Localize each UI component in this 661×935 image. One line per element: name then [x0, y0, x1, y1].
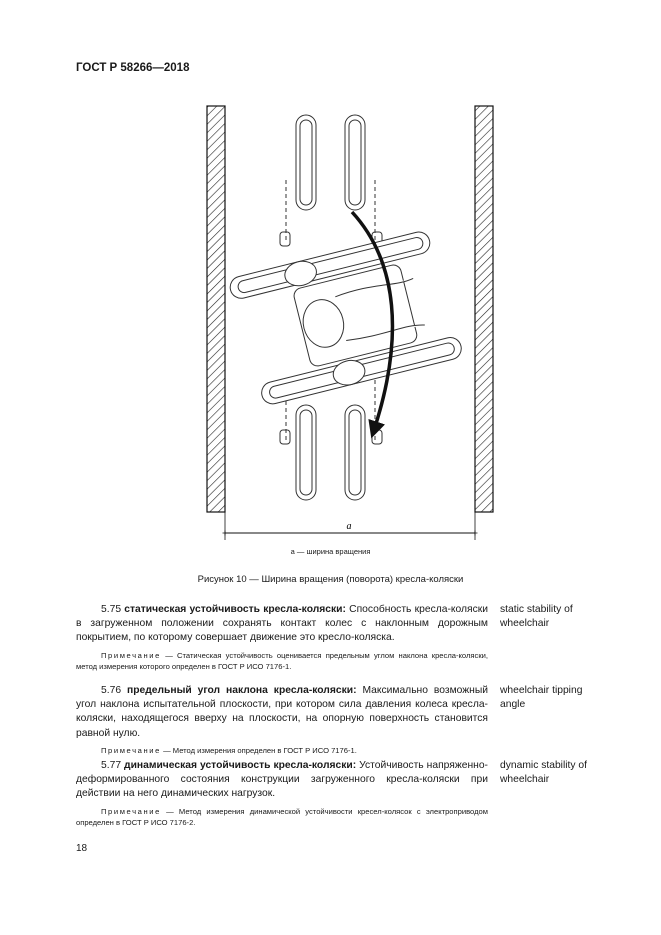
page-number: 18: [76, 843, 88, 854]
term-title: предельный угол наклона кресла-коляски:: [126, 685, 357, 696]
note-text: — Метод измерения определен в ГОСТ Р ИСО 7176-1.: [163, 745, 357, 755]
term-number: 5.77: [101, 760, 122, 771]
figure-wheelchair-rotation: [180, 95, 520, 555]
note-label: Примечание: [101, 745, 161, 755]
term-english-5-75: static stability of wheelchair: [500, 604, 573, 630]
note-label: Примечание: [101, 650, 161, 660]
left-wall: [207, 106, 225, 512]
figure-legend: a — ширина вращения: [290, 547, 371, 556]
term-definition: Устойчивость напряженно-деформированного состояния конструкции загруженного кресла-коляски при действии на него динамических нагрузок.: [76, 760, 488, 800]
wheelchair-rotated: [228, 228, 464, 407]
term-english-5-76: wheelchair tipping angle: [500, 685, 583, 711]
note-text: — Метод измерения динамической устойчивости кресел-колясок с электроприводом определен в ГОСТ Р ИСО 7176-2.: [76, 806, 488, 827]
term-entry-5-77: [76, 759, 488, 828]
wheelchair-straight-top: [280, 115, 382, 246]
note-label: Примечание: [101, 806, 161, 816]
term-definition: Способность кресла-коляски в загруженном положении сохранять контакт колес с наклонным дорожным покрытием, по которому совершает движение это кресло-коляска.: [76, 604, 488, 644]
dimension-label: a: [346, 521, 352, 532]
term-definition: Максимально возможный угол наклона испытательной плоскости, при котором сила давления колеса кресла-коляски, находящегося вверху на плоскости, на опорную поверхность становится равной нулю.: [76, 685, 488, 739]
term-entry-5-75: [76, 603, 488, 672]
document-header: ГОСТ Р 58266—2018: [76, 62, 190, 74]
term-number: 5.75: [101, 604, 122, 615]
term-title: динамическая устойчивость кресла-коляски:: [124, 760, 357, 771]
note-text: — Статическая устойчивость оценивается предельным углом наклона кресла-коляски, метод измерения которого определен в ГОСТ Р ИСО 7176-1.: [76, 650, 488, 671]
figure-caption: Рисунок 10 — Ширина вращения (поворота) кресла-коляски: [197, 574, 464, 585]
term-title: статическая устойчивость кресла-коляски:: [124, 604, 346, 615]
right-wall: [475, 106, 493, 512]
term-english-5-77: dynamic stability of wheelchair: [500, 760, 587, 786]
term-number: 5.76: [101, 685, 122, 696]
term-entry-5-76: [76, 684, 488, 756]
